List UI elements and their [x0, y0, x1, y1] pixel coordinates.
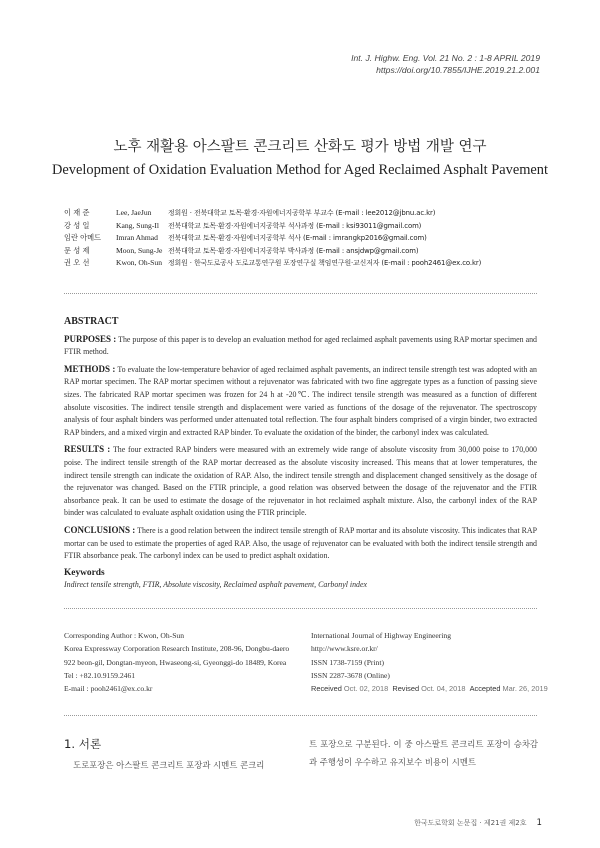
author-english-name: Kang, Sung-Il: [116, 220, 160, 230]
results-text: The four extracted RAP binders were measured with an extremely wide range of absolute viscosity from 30,000 poise to 170,000 poise. The indirect tensile strength of the RAP mortar decreased as the absolute viscosity increased. This means that at lower temperatures, the indirect tensile strength can indicate the oxidation of RAP. Also, the indirect tensile strength and displacement changed sensitively as the dosage of the rejuvenator was changed. Based on the FTIR principle, a good relation was observed between the dosage of the rejuvenator and the FTIR absorbance peak. It can be used to estimate the dosage of the rejuvenator in hot reclaimed asphalt mixture. Also, the carbonyl index of the RAP binder was calculated to evaluate asphalt oxidation using the FTIR principle.: [64, 445, 537, 518]
journal-header: [351, 52, 540, 76]
journal-info-block: [311, 629, 548, 695]
revised-label: Revised: [392, 684, 420, 694]
journal-name: International Journal of Highway Engineering: [311, 631, 452, 640]
keywords-text: Indirect tensile strength, FTIR, Absolute viscosity, Reclaimed asphalt pavement, Carbonyl index: [64, 580, 367, 590]
corresponding-address-line: 922 beon-gil, Dongtan-myeon, Hwaseong-si, Gyeonggi-do 18489, Korea: [64, 657, 287, 667]
author-affiliation: 전북대학교 토목·환경·자원에너지공학부 박사과정 (E-mail : ansjdwp@gmail.com): [168, 246, 419, 255]
author-row: [64, 207, 481, 220]
keywords-heading: Keywords: [64, 567, 105, 578]
corresponding-author-block: [64, 629, 289, 695]
received-date: Oct. 02, 2018: [343, 684, 389, 694]
author-row: [64, 220, 481, 233]
author-row: [64, 232, 481, 245]
title-english: Development of Oxidation Evaluation Method for Aged Reclaimed Asphalt Pavement: [52, 162, 548, 178]
accepted-label: Accepted: [469, 684, 501, 694]
author-english-name: Kwon, Oh-Sun: [116, 258, 162, 268]
author-korean-name: 임란 아메드: [64, 233, 102, 243]
abstract-section: [64, 316, 537, 592]
divider: [64, 715, 537, 716]
author-korean-name: 강 성 일: [64, 220, 90, 230]
accepted-date: Mar. 26, 2019: [502, 684, 548, 694]
body-text-left-column: 도로포장은 아스팔트 콘크리트 포장과 시멘트 콘크리: [73, 760, 265, 770]
author-row: [64, 257, 481, 270]
corresponding-email[interactable]: E-mail : pooh2461@ex.co.kr: [64, 684, 153, 694]
received-dates: [311, 682, 548, 695]
author-affiliation: 정회원 · 한국도로공사 도로교통연구원 포장연구실 책임연구원·교신저자 (E-mail : pooh2461@ex.co.kr): [168, 259, 482, 268]
author-korean-name: 이 재 준: [64, 208, 90, 217]
abstract-methods: [64, 363, 537, 440]
methods-text: To evaluate the low-temperature behavior of aged reclaimed asphalt pavements, an indirect tensile strength test was adopted with an RAP mortar specimen. The RAP mortar specimen without a rejuvenator was fabricated with two fine aggregate types as a function of passing sieve sizes. The fabricated RAP mortar specimen was frozen for 24 h at -20℃. The indirect tensile strength was measured as a function of different absolute viscosities. The indirect tensile strength and displacement were varied as functions of the dosage of the rejuvenator. The spectroscopy analysis of four asphalt binders was performed under attenuated total reflection. The four asphalt binders comprised of a virgin binder, two extracted RAP binders, and a mixed virgin and extracted RAP binder. To evaluate the oxidation of the binder, the carbonyl index was calculated.: [64, 364, 537, 437]
journal-citation: Int. J. Highw. Eng. Vol. 21 No. 2 : 1-8 APRIL 2019: [351, 53, 540, 63]
running-footer-text: 한국도로학회 논문집 · 제21권 제2호: [414, 819, 527, 827]
purposes-label: PURPOSES :: [64, 333, 117, 344]
author-affiliation: 전북대학교 토목·환경·자원에너지공학부 석사 (E-mail : imrangkp2016@gmail.com): [168, 234, 427, 243]
author-english-name: Imran Ahmad: [116, 233, 158, 243]
abstract-purposes: [64, 333, 537, 359]
conclusions-label: CONCLUSIONS :: [64, 524, 136, 535]
journal-url[interactable]: http://www.ksre.or.kr/: [311, 644, 378, 654]
author-row: [64, 245, 481, 258]
purposes-text: The purpose of this paper is to develop an evaluation method for aged reclaimed asphalt pavements using RAP mortar specimen and FTIR method.: [64, 334, 537, 357]
section-heading: 1. 서론: [64, 737, 102, 751]
author-english-name: Lee, JaeJun: [116, 208, 152, 217]
divider: [64, 608, 537, 609]
abstract-conclusions: [64, 524, 537, 563]
author-list: [64, 207, 481, 270]
abstract-heading: ABSTRACT: [64, 316, 119, 327]
corresponding-tel: Tel : +82.10.9159.2461: [64, 670, 136, 680]
body-text-right-column: 트 포장으로 구분된다. 이 중 아스팔트 콘크리트 포장이 승차감과 주행성이 우수하고 유지보수 비용이 시멘트: [309, 739, 538, 767]
abstract-results: [64, 443, 537, 520]
issn-online: ISSN 2287-3678 (Online): [311, 670, 390, 680]
page-number: 1: [536, 818, 542, 828]
conclusions-text: There is a good relation between the indirect tensile strength of RAP mortar and its absolute viscosity. This indicates that RAP mortar can be used to estimate the properties of aged RAP. Also, the usage of rejuvenator can be evaluated with both the indirect tensile strength and FTIR absorbance peak. The carbonyl index can be used to predict asphalt oxidation.: [64, 525, 537, 561]
running-footer: [414, 818, 542, 828]
corresponding-author-line: Corresponding Author : Kwon, Oh-Sun: [64, 631, 185, 640]
journal-doi[interactable]: https://doi.org/10.7855/IJHE.2019.21.2.001: [376, 65, 540, 75]
title-korean: 노후 재활용 아스팔트 콘크리트 산화도 평가 방법 개발 연구: [113, 139, 487, 155]
results-label: RESULTS :: [64, 444, 111, 455]
corresponding-address-line: Korea Expressway Corporation Research Institute, 208-96, Dongbu-daero: [64, 644, 290, 654]
received-label: Received: [311, 684, 342, 694]
author-korean-name: 권 오 선: [64, 258, 90, 268]
divider: [64, 293, 537, 294]
methods-label: METHODS :: [64, 363, 116, 374]
author-korean-name: 문 성 제: [64, 245, 90, 255]
author-affiliation: 정회원 · 전북대학교 토목·환경·자원에너지공학부 부교수 (E-mail : lee2012@jbnu.ac.kr): [168, 209, 436, 217]
revised-date: Oct. 04, 2018: [421, 684, 466, 694]
author-english-name: Moon, Sung-Je: [116, 245, 163, 255]
issn-print: ISSN 1738-7159 (Print): [311, 657, 384, 667]
author-affiliation: 전북대학교 토목·환경·자원에너지공학부 석사과정 (E-mail : ksi93011@gmail.com): [168, 221, 422, 230]
